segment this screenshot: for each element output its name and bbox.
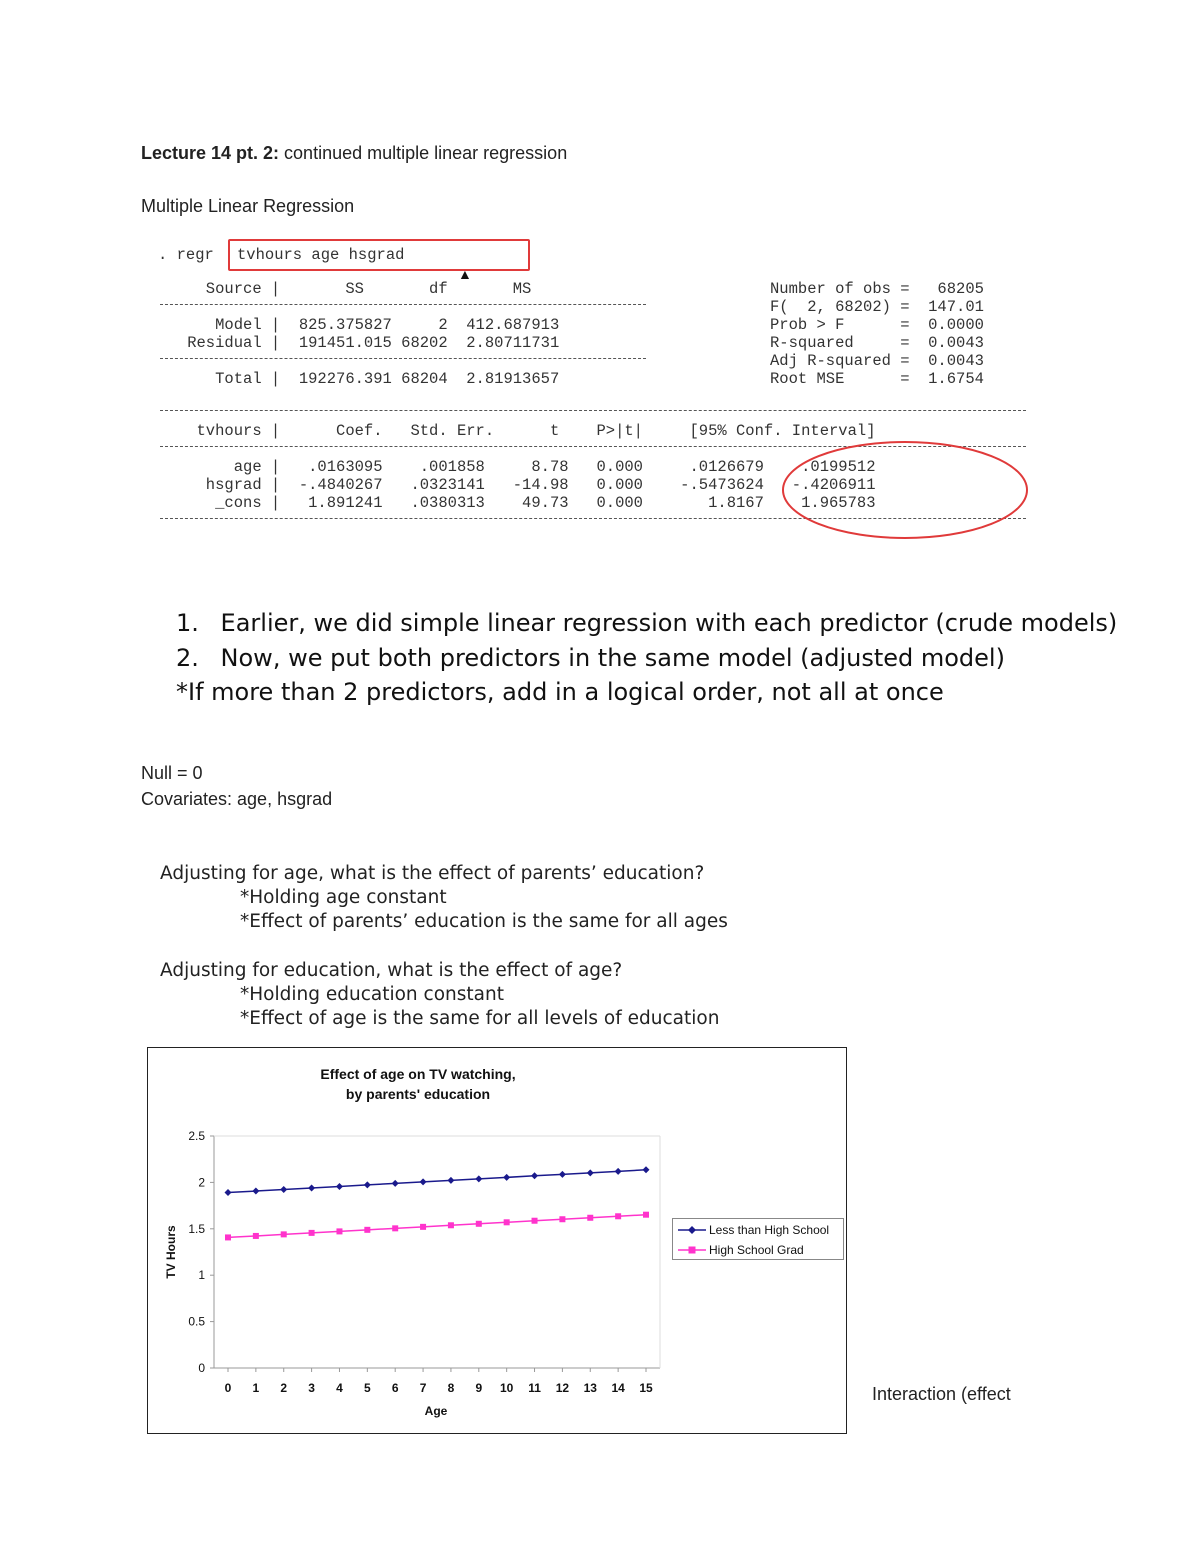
y-tick-label: 1.5 — [188, 1221, 205, 1236]
chart-frame — [147, 1047, 847, 1434]
question-2-note: *Holding education constant — [240, 984, 504, 1005]
x-tick-label: 8 — [447, 1381, 455, 1395]
data-point — [476, 1221, 482, 1227]
cursor-icon: ▲ — [458, 266, 472, 282]
y-tick-label: 1 — [198, 1268, 205, 1283]
stata-prompt: . regr — [158, 246, 214, 264]
x-tick-label: 5 — [363, 1381, 371, 1395]
x-tick-label: 10 — [499, 1381, 514, 1395]
anova-model-row: Model | 825.375827 2 412.687913 — [150, 316, 560, 334]
divider — [160, 358, 646, 359]
x-axis-label: Age — [424, 1404, 448, 1418]
fit-stat-line: Root MSE = 1.6754 — [770, 370, 984, 388]
question-1-note: *Effect of parents’ education is the same for all ages — [240, 911, 728, 932]
item-number: 2. — [176, 644, 199, 672]
data-point — [420, 1178, 427, 1185]
stata-output — [140, 232, 1050, 547]
chart-title: Effect of age on TV watching, — [320, 1066, 516, 1082]
data-point — [420, 1224, 426, 1230]
chart-subtitle: by parents' education — [345, 1086, 491, 1102]
legend-label: High School Grad — [709, 1243, 804, 1257]
fit-stat-line: Adj R-squared = 0.0043 — [770, 352, 984, 370]
x-tick-label: 1 — [252, 1381, 260, 1395]
legend-label: Less than High School — [709, 1223, 830, 1237]
data-point — [392, 1225, 398, 1231]
x-tick-label: 14 — [611, 1381, 625, 1395]
slide-item-1 — [176, 609, 1117, 637]
item-number: 1. — [176, 609, 199, 637]
y-tick-label: 2.5 — [188, 1129, 205, 1143]
data-point — [364, 1227, 370, 1233]
x-tick-label: 6 — [391, 1381, 399, 1395]
y-axis-label: TV Hours — [164, 1225, 178, 1279]
data-point — [504, 1219, 510, 1225]
data-point — [503, 1174, 510, 1181]
chart-legend — [672, 1218, 844, 1260]
x-tick-label: 0 — [224, 1381, 232, 1395]
question-1: Adjusting for age, what is the effect of parents’ education? — [160, 863, 705, 884]
x-tick-label: 9 — [475, 1381, 483, 1395]
x-tick-label: 2 — [280, 1381, 288, 1395]
data-point — [559, 1216, 565, 1222]
data-point — [448, 1222, 454, 1228]
heading-bold: Lecture 14 pt. 2: — [141, 143, 280, 163]
fit-stat-line: Prob > F = 0.0000 — [770, 316, 984, 334]
anova-header: Source | SS df MS — [150, 280, 532, 298]
data-point — [281, 1231, 287, 1237]
x-tick-label: 11 — [528, 1381, 541, 1395]
fit-stat-line: Number of obs = 68205 — [770, 280, 984, 298]
data-point — [364, 1181, 371, 1188]
data-point — [615, 1213, 621, 1219]
null-line: Null = 0 — [141, 763, 203, 783]
x-tick-label: 15 — [639, 1381, 653, 1395]
data-point — [643, 1166, 650, 1173]
data-point — [392, 1180, 399, 1187]
slide-note: *If more than 2 predictors, add in a logical order, not all at once — [176, 678, 944, 706]
data-point — [643, 1212, 649, 1218]
series-line — [228, 1215, 646, 1238]
interaction-text: Interaction (effect — [872, 1384, 1011, 1404]
item-text: Now, we put both predictors in the same model (adjusted model) — [220, 644, 1005, 672]
coef-row: _cons | 1.891241 .0380313 49.73 0.000 1.8167 1.965783 — [150, 494, 876, 512]
data-point — [308, 1184, 315, 1191]
legend-swatch-diamond — [677, 1223, 707, 1237]
page-heading — [141, 143, 567, 164]
anova-total-row: Total | 192276.391 68204 2.81913657 — [150, 370, 560, 388]
stata-command: tvhours age hsgrad — [237, 246, 405, 264]
y-tick-label: 0.5 — [188, 1314, 205, 1329]
data-point — [336, 1183, 343, 1190]
x-tick-label: 13 — [583, 1381, 597, 1395]
heading-rest: continued multiple linear regression — [279, 143, 568, 163]
data-point — [559, 1171, 566, 1178]
x-tick-label: 4 — [336, 1381, 343, 1395]
data-point — [532, 1218, 538, 1224]
series-line — [228, 1170, 646, 1193]
data-point — [225, 1234, 231, 1240]
y-tick-label: 2 — [198, 1175, 205, 1190]
x-tick-label: 7 — [419, 1381, 427, 1395]
coef-header: tvhours | Coef. Std. Err. t P>|t| [95% Conf. Interval] — [150, 422, 876, 440]
data-point — [309, 1230, 315, 1236]
data-point — [587, 1169, 594, 1176]
data-point — [615, 1168, 622, 1175]
data-point — [253, 1233, 259, 1239]
question-2-note: *Effect of age is the same for all levels of education — [240, 1008, 720, 1029]
data-point — [475, 1175, 482, 1182]
anova-residual-row: Residual | 191451.015 68202 2.80711731 — [150, 334, 560, 352]
slide-item-2 — [176, 644, 1005, 672]
y-tick-label: 0 — [198, 1361, 205, 1375]
fit-stat-line: R-squared = 0.0043 — [770, 334, 984, 352]
question-2: Adjusting for education, what is the effect of age? — [160, 960, 623, 981]
data-point — [587, 1215, 593, 1221]
data-point — [252, 1188, 259, 1195]
data-point — [531, 1172, 538, 1179]
item-text: Earlier, we did simple linear regression with each predictor (crude models) — [220, 609, 1118, 637]
covariates-line: Covariates: age, hsgrad — [141, 789, 333, 809]
data-point — [336, 1228, 342, 1234]
data-point — [280, 1186, 287, 1193]
divider — [160, 410, 1026, 411]
fit-stat-line: F( 2, 68202) = 147.01 — [770, 298, 984, 316]
legend-swatch-square — [677, 1243, 707, 1257]
divider — [160, 304, 646, 305]
data-point — [447, 1177, 454, 1184]
x-tick-label: 12 — [555, 1381, 570, 1395]
conf-interval-circle — [780, 438, 1050, 542]
subheading: Multiple Linear Regression — [141, 196, 355, 216]
x-tick-label: 3 — [308, 1381, 315, 1395]
coef-row: hsgrad | -.4840267 .0323141 -14.98 0.000 -.5473624 -.4206911 — [150, 476, 876, 494]
coef-row: age | .0163095 .001858 8.78 0.000 .0126679 .0199512 — [150, 458, 876, 476]
data-point — [225, 1189, 232, 1196]
question-1-note: *Holding age constant — [240, 887, 447, 908]
